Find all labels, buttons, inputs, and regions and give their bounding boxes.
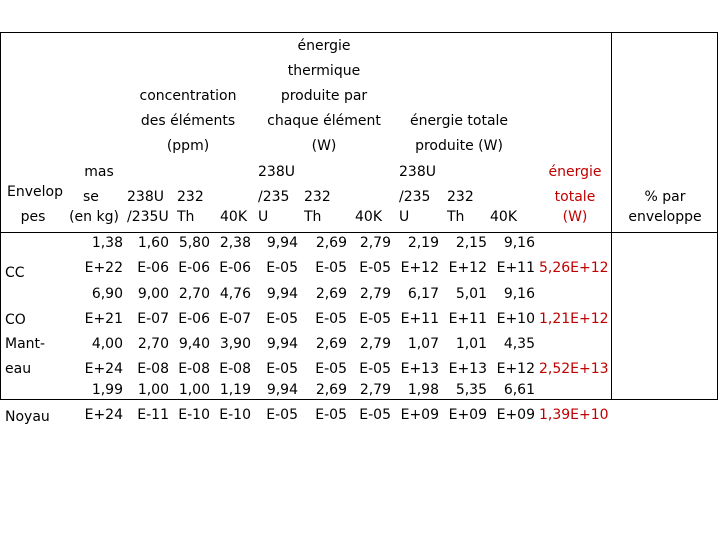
row-manteau-tot-k-exp: E+12 bbox=[496, 361, 535, 377]
row-noyau-tot-u-exp: E+09 bbox=[400, 407, 439, 423]
row-co-therm-k-exp: E-05 bbox=[359, 311, 391, 327]
row-manteau-tot-k: 4,35 bbox=[503, 336, 535, 352]
row-cc-tot-th: 2,15 bbox=[455, 235, 487, 251]
header-concentration-line2: des éléments bbox=[140, 113, 236, 129]
row-cc-tot-th-exp: E+12 bbox=[448, 260, 487, 276]
row-manteau-conc-k: 3,90 bbox=[219, 336, 251, 352]
row-cc-conc-th: 5,80 bbox=[178, 235, 210, 251]
header-masse-line1: mas bbox=[84, 164, 114, 180]
row-cc-conc-k: 2,38 bbox=[219, 235, 251, 251]
subheader-conc-th-line2: Th bbox=[177, 209, 195, 225]
row-cc-masse-exp: E+22 bbox=[84, 260, 123, 276]
row-co-therm-u-exp: E-05 bbox=[266, 311, 298, 327]
row-co-masse-exp: E+21 bbox=[84, 311, 123, 327]
header-therm-line5: (W) bbox=[311, 138, 337, 154]
row-manteau-tot-u-exp: E+13 bbox=[400, 361, 439, 377]
header-divider bbox=[1, 232, 717, 233]
subheader-tot-k: 40K bbox=[490, 209, 517, 225]
row-noyau-therm-th: 2,69 bbox=[315, 382, 347, 398]
row-cc-therm-u: 9,94 bbox=[266, 235, 298, 251]
subheader-therm-k: 40K bbox=[355, 209, 382, 225]
row-co-conc-th-exp: E-06 bbox=[178, 311, 210, 327]
row-manteau-therm-k: 2,79 bbox=[359, 336, 391, 352]
row-cc-therm-k: 2,79 bbox=[359, 235, 391, 251]
row-co-conc-k-exp: E-07 bbox=[219, 311, 251, 327]
header-concentration-line1: concentration bbox=[139, 88, 237, 104]
header-pct-line1: % par bbox=[644, 189, 686, 205]
row-manteau-tot-th: 1,01 bbox=[455, 336, 487, 352]
row-manteau-therm-th: 2,69 bbox=[315, 336, 347, 352]
subheader-tot-th-line2: Th bbox=[447, 209, 465, 225]
row-noyau-conc-u-exp: E-11 bbox=[137, 407, 169, 423]
row-co-therm-th: 2,69 bbox=[315, 286, 347, 302]
row-manteau-conc-th-exp: E-08 bbox=[178, 361, 210, 377]
header-masse-line2: se bbox=[83, 189, 99, 205]
row-noyau-tot-th-exp: E+09 bbox=[448, 407, 487, 423]
row-cc-total: 5,26E+12 bbox=[539, 260, 609, 276]
column-divider bbox=[611, 33, 612, 399]
row-noyau-conc-k: 1,19 bbox=[219, 382, 251, 398]
row-manteau-therm-th-exp: E-05 bbox=[315, 361, 347, 377]
row-cc-therm-k-exp: E-05 bbox=[359, 260, 391, 276]
header-total-line1: énergie bbox=[548, 164, 602, 180]
subheader-therm-u-line1: 238U bbox=[258, 164, 295, 180]
row-cc-tot-u: 2,19 bbox=[407, 235, 439, 251]
subheader-conc-k: 40K bbox=[220, 209, 247, 225]
data-table bbox=[0, 32, 718, 425]
row-cc-tot-u-exp: E+12 bbox=[400, 260, 439, 276]
row-manteau-therm-k-exp: E-05 bbox=[359, 361, 391, 377]
row-cc-conc-u-exp: E-06 bbox=[137, 260, 169, 276]
row-co-tot-u: 6,17 bbox=[407, 286, 439, 302]
row-cc-therm-u-exp: E-05 bbox=[266, 260, 298, 276]
header-totprod-line2: produite (W) bbox=[415, 138, 503, 154]
row-noyau-masse-exp: E+24 bbox=[84, 407, 123, 423]
row-co-conc-th: 2,70 bbox=[178, 286, 210, 302]
row-noyau-tot-k-exp: E+09 bbox=[496, 407, 535, 423]
subheader-therm-u-line3: U bbox=[258, 209, 269, 225]
row-manteau-therm-u-exp: E-05 bbox=[266, 361, 298, 377]
header-enveloppes-line1: Envelop bbox=[7, 184, 63, 200]
row-cc-therm-th: 2,69 bbox=[315, 235, 347, 251]
row-manteau-conc-k-exp: E-08 bbox=[219, 361, 251, 377]
header-concentration-line3: (ppm) bbox=[166, 138, 210, 154]
row-co-label: CO bbox=[5, 312, 26, 328]
header-total-line3: (W) bbox=[562, 209, 588, 225]
subheader-tot-u-line3: U bbox=[399, 209, 410, 225]
row-co-conc-k: 4,76 bbox=[219, 286, 251, 302]
row-cc-tot-k-exp: E+11 bbox=[496, 260, 535, 276]
row-co-therm-u: 9,94 bbox=[266, 286, 298, 302]
row-noyau-total: 1,39E+10 bbox=[539, 407, 609, 423]
subheader-therm-u-line2: /235 bbox=[258, 189, 290, 205]
row-noyau-masse-mantissa: 1,99 bbox=[91, 382, 123, 398]
row-noyau-conc-th: 1,00 bbox=[178, 382, 210, 398]
row-cc-conc-k-exp: E-06 bbox=[219, 260, 251, 276]
row-manteau-label-line1: Mant- bbox=[5, 336, 46, 352]
header-therm-line2: thermique bbox=[287, 63, 361, 79]
row-co-conc-u-exp: E-07 bbox=[137, 311, 169, 327]
header-totprod-line1: énergie totale bbox=[409, 113, 509, 129]
row-noyau-therm-th-exp: E-05 bbox=[315, 407, 347, 423]
row-cc-therm-th-exp: E-05 bbox=[315, 260, 347, 276]
row-manteau-masse-mantissa: 4,00 bbox=[91, 336, 123, 352]
row-manteau-conc-u: 2,70 bbox=[137, 336, 169, 352]
row-noyau-tot-k: 6,61 bbox=[503, 382, 535, 398]
header-pct-line2: enveloppe bbox=[628, 209, 702, 225]
subheader-conc-u-line2: /235U bbox=[127, 209, 169, 225]
row-cc-conc-th-exp: E-06 bbox=[178, 260, 210, 276]
row-noyau-label: Noyau bbox=[5, 409, 50, 425]
subheader-tot-th-line1: 232 bbox=[447, 189, 474, 205]
row-manteau-masse-exp: E+24 bbox=[84, 361, 123, 377]
row-co-tot-th: 5,01 bbox=[455, 286, 487, 302]
subheader-tot-u-line2: /235 bbox=[399, 189, 431, 205]
row-manteau-therm-u: 9,94 bbox=[266, 336, 298, 352]
header-masse-line3: (en kg) bbox=[69, 209, 119, 225]
row-co-tot-k-exp: E+10 bbox=[496, 311, 535, 327]
subheader-conc-u-line1: 238U bbox=[127, 189, 164, 205]
row-manteau-total: 2,52E+13 bbox=[539, 361, 609, 377]
row-cc-conc-u: 1,60 bbox=[137, 235, 169, 251]
row-manteau-tot-th-exp: E+13 bbox=[448, 361, 487, 377]
row-co-therm-th-exp: E-05 bbox=[315, 311, 347, 327]
row-noyau-conc-u: 1,00 bbox=[137, 382, 169, 398]
row-co-total: 1,21E+12 bbox=[539, 311, 609, 327]
row-noyau-therm-u: 9,94 bbox=[266, 382, 298, 398]
subheader-tot-u-line1: 238U bbox=[399, 164, 436, 180]
row-noyau-conc-k-exp: E-10 bbox=[219, 407, 251, 423]
row-noyau-therm-u-exp: E-05 bbox=[266, 407, 298, 423]
subheader-conc-th-line1: 232 bbox=[177, 189, 204, 205]
row-noyau-conc-th-exp: E-10 bbox=[178, 407, 210, 423]
row-co-conc-u: 9,00 bbox=[137, 286, 169, 302]
row-co-tot-k: 9,16 bbox=[503, 286, 535, 302]
row-noyau-tot-u: 1,98 bbox=[407, 382, 439, 398]
row-co-tot-th-exp: E+11 bbox=[448, 311, 487, 327]
row-co-therm-k: 2,79 bbox=[359, 286, 391, 302]
row-cc-label: CC bbox=[5, 265, 25, 281]
header-enveloppes-line2: pes bbox=[20, 209, 46, 225]
header-therm-line1: énergie bbox=[297, 38, 351, 54]
row-manteau-tot-u: 1,07 bbox=[407, 336, 439, 352]
row-manteau-conc-u-exp: E-08 bbox=[137, 361, 169, 377]
row-cc-masse-mantissa: 1,38 bbox=[91, 235, 123, 251]
row-co-tot-u-exp: E+11 bbox=[400, 311, 439, 327]
header-therm-line3: produite par bbox=[280, 88, 368, 104]
header-total-line2: totale bbox=[554, 189, 596, 205]
row-noyau-therm-k: 2,79 bbox=[359, 382, 391, 398]
row-manteau-label-line2: eau bbox=[5, 361, 32, 377]
row-noyau-therm-k-exp: E-05 bbox=[359, 407, 391, 423]
row-manteau-conc-th: 9,40 bbox=[178, 336, 210, 352]
subheader-therm-th-line1: 232 bbox=[304, 189, 331, 205]
header-therm-line4: chaque élément bbox=[267, 113, 381, 129]
row-cc-tot-k: 9,16 bbox=[503, 235, 535, 251]
row-co-masse-mantissa: 6,90 bbox=[91, 286, 123, 302]
subheader-therm-th-line2: Th bbox=[304, 209, 322, 225]
row-noyau-tot-th: 5,35 bbox=[455, 382, 487, 398]
